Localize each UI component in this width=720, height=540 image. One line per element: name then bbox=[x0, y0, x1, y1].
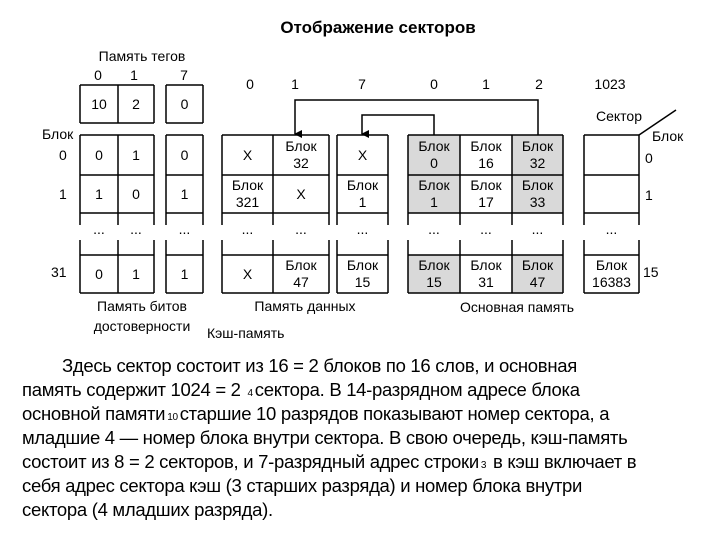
ellipsis: ... bbox=[428, 220, 440, 237]
tag-col-label: 0 bbox=[94, 67, 102, 83]
data-cell: Блок 47 bbox=[285, 257, 317, 290]
text: в кэш включает в bbox=[488, 451, 637, 472]
paragraph-line: сектора (4 младших разряда). bbox=[22, 499, 273, 520]
valid-bit-cell: 0 bbox=[95, 265, 103, 282]
data-col-label: 0 bbox=[246, 76, 254, 92]
main-memory-cell: Блок 0 bbox=[418, 138, 450, 171]
paragraph-line: себя адрес сектора кэш (3 старших разряда) и номер блока внутри bbox=[22, 475, 583, 496]
tag-cell: 10 bbox=[91, 95, 107, 112]
mapping-arrow bbox=[295, 100, 538, 135]
text: сектора. В 14-разрядном адресе блока bbox=[254, 379, 580, 400]
superscript: 10 bbox=[167, 412, 178, 423]
ellipsis: ... bbox=[480, 220, 492, 237]
superscript: 4 bbox=[247, 388, 253, 399]
main-col-label: 1023 bbox=[594, 76, 626, 92]
row-label: 1 bbox=[59, 186, 67, 202]
data-cell: Блок 1 bbox=[346, 177, 379, 210]
tag-col-label: 1 bbox=[130, 67, 138, 83]
tag-cell: 0 bbox=[180, 95, 189, 112]
valid-bit-cell: 1 bbox=[95, 185, 103, 202]
superscript: 3 bbox=[480, 460, 487, 471]
row-header: Блок bbox=[42, 126, 74, 142]
main-memory-cell bbox=[584, 175, 639, 213]
tag-memory-title: Память тегов bbox=[98, 48, 186, 64]
main-memory-cell: Блок 17 bbox=[470, 177, 502, 210]
main-memory-cell: Блок 15 bbox=[418, 257, 450, 290]
ellipsis: ... bbox=[356, 220, 369, 237]
valid-bit-cell: 0 bbox=[132, 185, 140, 202]
paragraph-line: Здесь сектор состоит из 16 = 2 блоков по 16 слов, и основная bbox=[62, 355, 577, 376]
valid-bit-cell: 1 bbox=[180, 185, 189, 202]
page-title: Отображение секторов bbox=[280, 18, 476, 37]
main-row-label: 15 bbox=[643, 264, 659, 280]
row-label: 0 bbox=[59, 147, 67, 163]
tag-cell: 2 bbox=[132, 95, 140, 112]
data-cell: Блок 32 bbox=[285, 138, 317, 171]
text: память содержит 1024 = 2 bbox=[22, 379, 246, 400]
data-col-label: 1 bbox=[291, 76, 299, 92]
block-label: Блок bbox=[652, 128, 684, 144]
paragraph-line bbox=[22, 450, 636, 474]
valid-bits-caption: Память битов bbox=[97, 298, 187, 314]
main-memory-caption: Основная память bbox=[459, 299, 575, 315]
valid-bit-cell: 0 bbox=[95, 146, 103, 163]
main-memory-cell: Блок 33 bbox=[521, 177, 554, 210]
main-memory-cell: Блок 16 bbox=[470, 138, 502, 171]
tag-col-label: 7 bbox=[180, 67, 188, 83]
valid-bit-cell: 1 bbox=[132, 146, 140, 163]
paragraph-line bbox=[22, 402, 609, 426]
ellipsis: ... bbox=[241, 220, 254, 237]
main-memory-cell: Блок 32 bbox=[521, 138, 554, 171]
ellipsis: ... bbox=[295, 220, 307, 237]
data-cell: X bbox=[242, 146, 253, 163]
mapping-arrow bbox=[362, 115, 434, 135]
valid-bit-cell: 0 bbox=[180, 146, 189, 163]
data-cell: X bbox=[242, 265, 253, 282]
ellipsis: ... bbox=[531, 220, 544, 237]
main-col-label: 0 bbox=[430, 76, 438, 92]
text: старшие 10 разрядов показывают номер сектора, а bbox=[179, 403, 610, 424]
data-memory-caption: Память данных bbox=[254, 298, 356, 314]
data-cell: Блок 321 bbox=[231, 177, 264, 210]
ellipsis: ... bbox=[130, 220, 142, 237]
ellipsis: ... bbox=[178, 220, 191, 237]
valid-bits-caption: достоверности bbox=[93, 318, 191, 334]
main-row-label: 1 bbox=[645, 187, 653, 203]
row-label: 31 bbox=[51, 264, 67, 280]
data-col-label: 7 bbox=[358, 76, 366, 92]
main-memory-cell: Блок 47 bbox=[521, 257, 554, 290]
paragraph-line bbox=[22, 378, 580, 402]
main-memory-cell: Блок 1 bbox=[418, 177, 450, 210]
sector-label: Сектор bbox=[596, 108, 643, 124]
valid-bit-cell: 1 bbox=[132, 265, 140, 282]
valid-bit-cell: 1 bbox=[180, 265, 189, 282]
text: состоит из 8 = 2 секторов, и 7-разрядный адрес строки bbox=[22, 451, 479, 472]
main-row-label: 0 bbox=[645, 150, 653, 166]
data-cell: X bbox=[296, 185, 306, 202]
main-col-label: 2 bbox=[535, 76, 543, 92]
main-col-label: 1 bbox=[482, 76, 490, 92]
ellipsis: ... bbox=[93, 220, 105, 237]
cache-label: Кэш-память bbox=[207, 325, 285, 341]
main-memory-cell: Блок 31 bbox=[470, 257, 502, 290]
data-cell: Блок 15 bbox=[346, 257, 379, 290]
ellipsis: ... bbox=[605, 220, 618, 237]
text: основной памяти bbox=[22, 403, 166, 424]
paragraph-line: младшие 4 — номер блока внутри сектора. В свою очередь, кэш-память bbox=[22, 427, 628, 448]
main-memory-cell bbox=[584, 135, 639, 175]
main-memory-cell: Блок 16383 bbox=[592, 257, 631, 290]
data-cell: X bbox=[357, 146, 368, 163]
